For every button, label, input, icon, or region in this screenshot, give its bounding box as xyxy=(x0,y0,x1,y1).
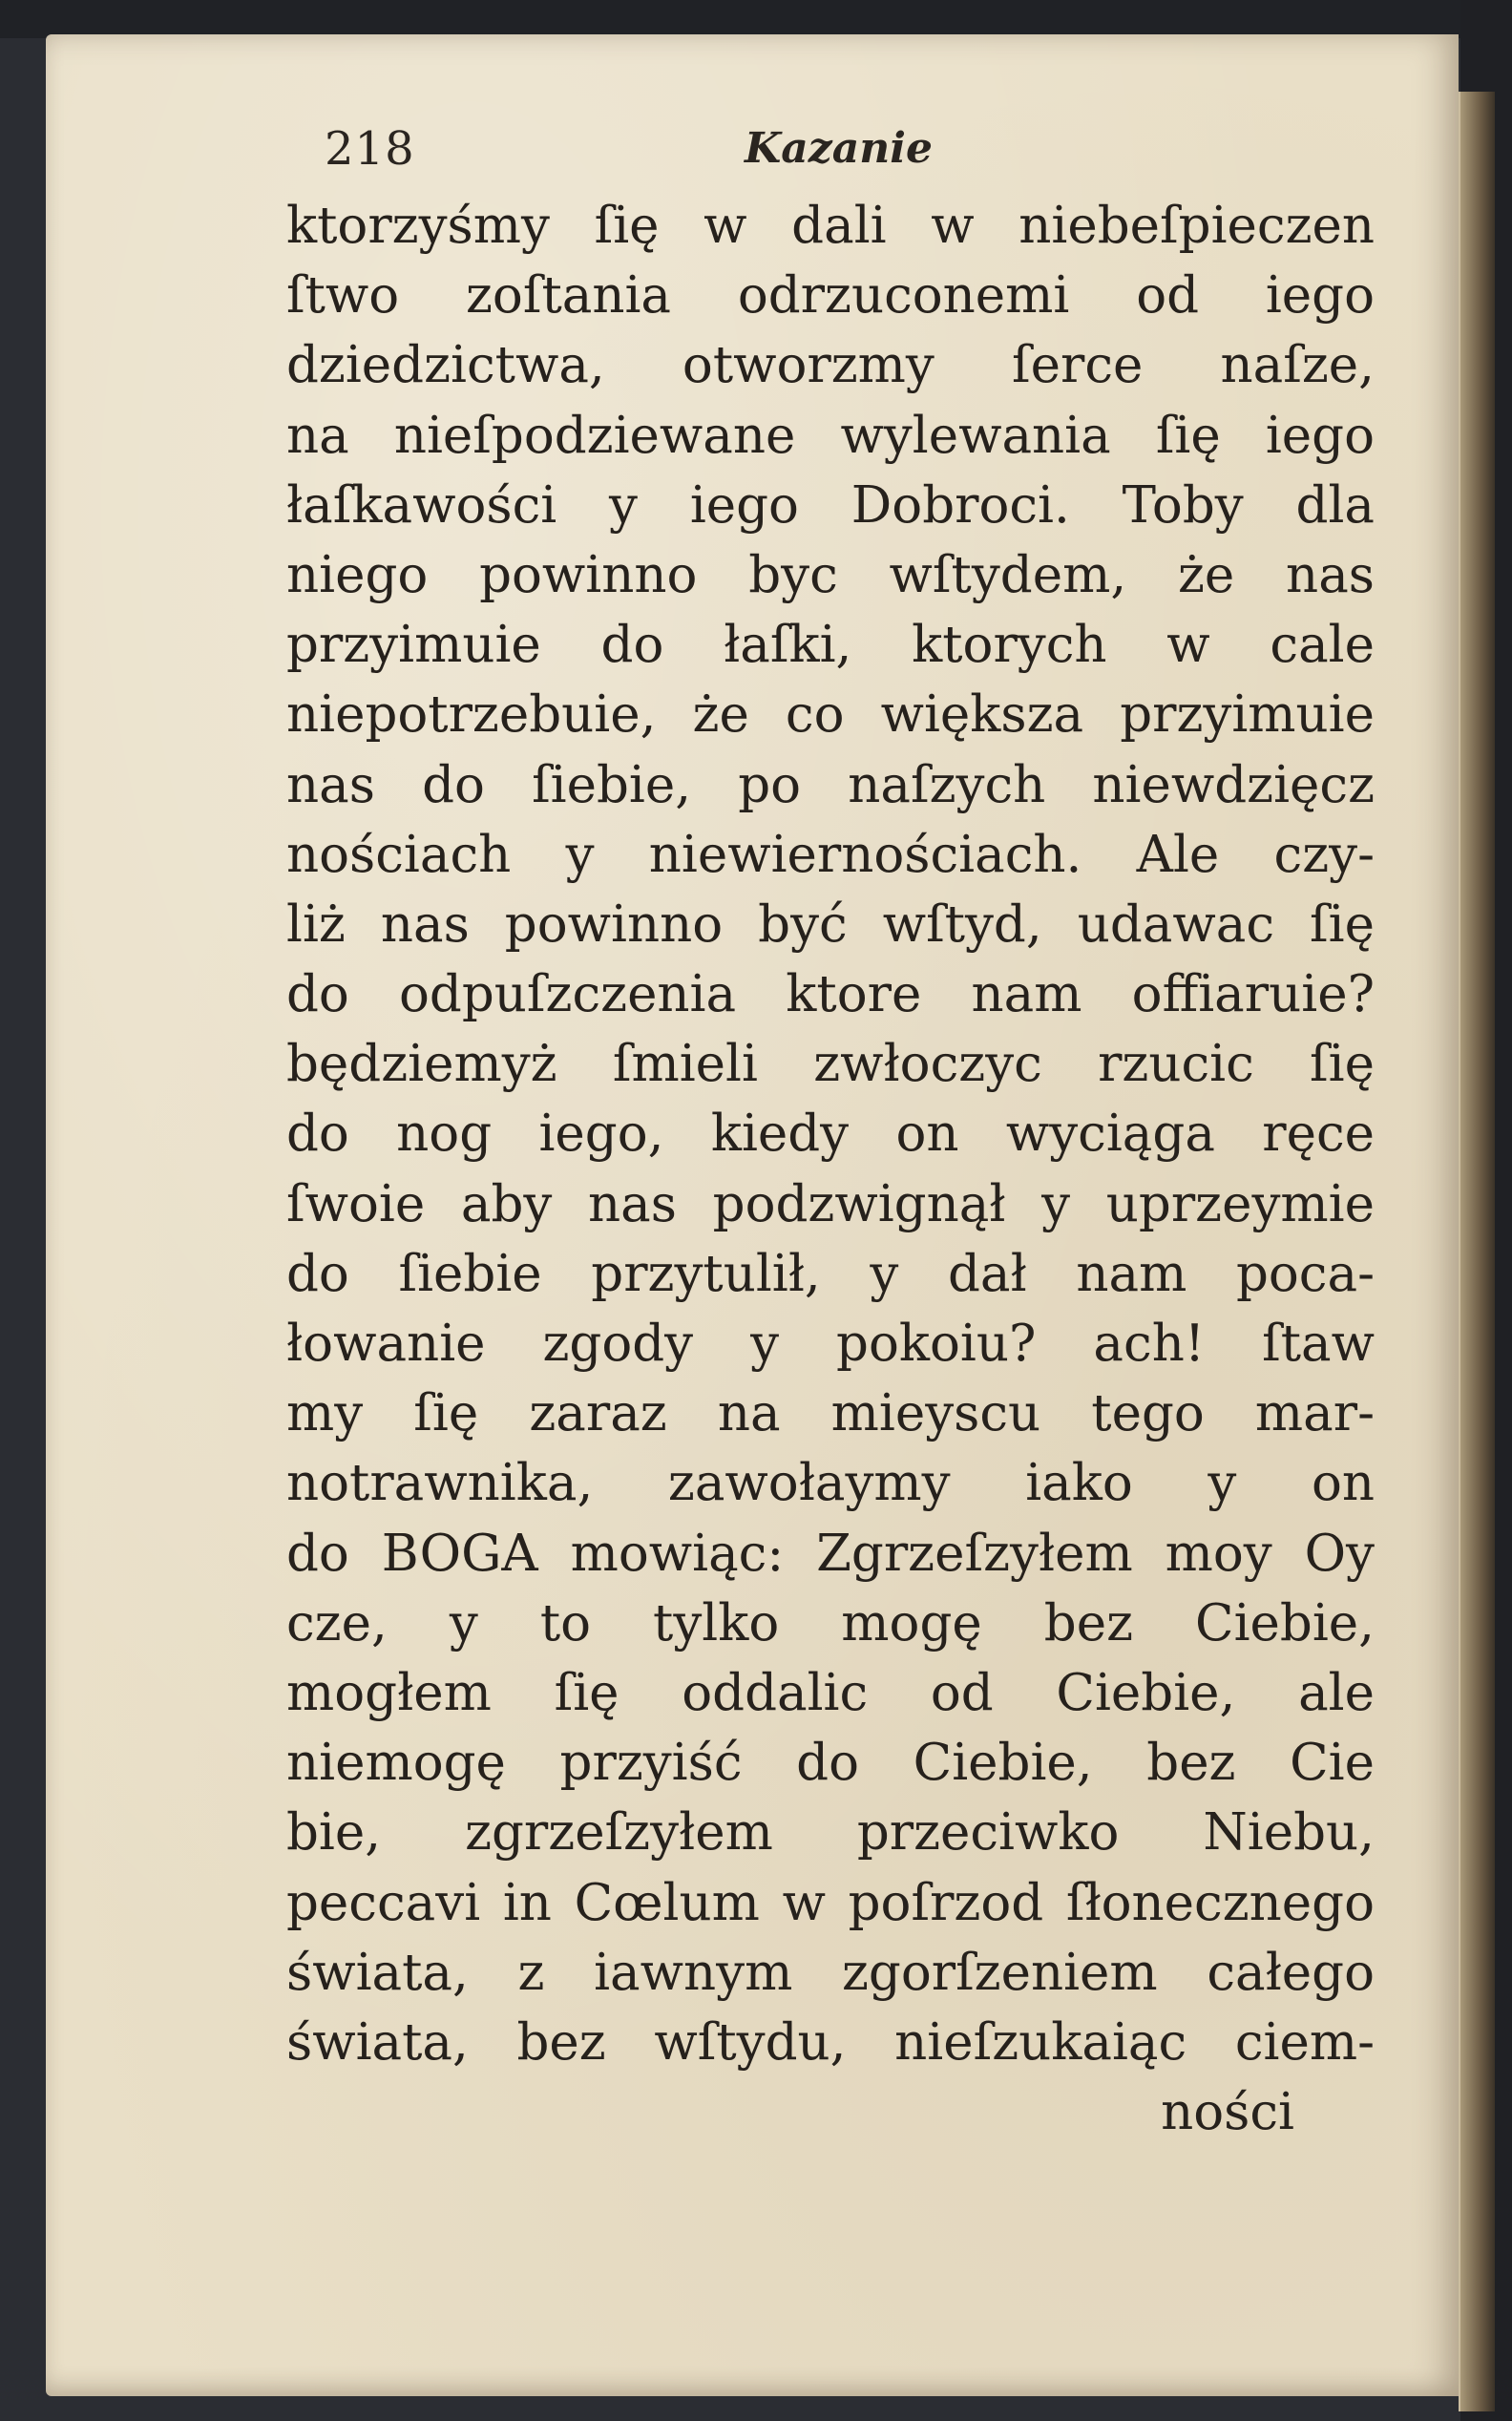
text-line: my ſię zaraz na mieyscu tego mar- xyxy=(286,1384,1375,1443)
scan-background-top xyxy=(0,0,1512,38)
text-line: niego powinno byc wſtydem, że nas xyxy=(286,545,1375,604)
text-line: nas do ſiebie, po naſzych niewdzięcz xyxy=(286,755,1375,814)
running-head: Kazanie xyxy=(745,124,933,173)
text-line: bie, zgrzeſzyłem przeciwko Niebu, xyxy=(286,1803,1375,1863)
text-line: będziemyż ſmieli zwłoczyc rzucic ſię xyxy=(286,1035,1375,1094)
text-line: świata, bez wſtydu, nieſzukaiąc ciem- xyxy=(286,2012,1375,2072)
text-line: przyimuie do łaſki, ktorych w cale xyxy=(286,616,1375,675)
text-line: łowanie zgody y pokoiu? ach! ſtaw xyxy=(286,1315,1375,1373)
text-line: liż nas powinno być wſtyd, udawac ſię xyxy=(286,895,1375,954)
text-line: do nog iego, kiedy on wyciąga ręce xyxy=(286,1105,1375,1164)
text-line: do ſiebie przytulił, y dał nam poca- xyxy=(286,1244,1375,1303)
text-line: cze, y to tylko mogę bez Ciebie, xyxy=(286,1593,1375,1653)
text-line: do odpuſzczenia ktore nam offiaruie? xyxy=(286,965,1375,1024)
text-line: dziedzictwa, otworzmy ſerce naſze, xyxy=(286,336,1375,395)
text-line: nościach y niewiernościach. Ale czy- xyxy=(286,825,1375,884)
text-line: świata, z iawnym zgorſzeniem całego xyxy=(286,1943,1375,2002)
text-line: ſwoie aby nas podzwignął y uprzeymie xyxy=(286,1174,1375,1233)
text-line: notrawnika, zawołaymy iako y on xyxy=(286,1454,1375,1513)
catchword: ności xyxy=(1161,2083,1294,2142)
text-line: niepotrzebuie, że co większa przyimuie xyxy=(286,685,1375,745)
text-line: ktorzyśmy ſię w dali w niebeſpieczen xyxy=(286,197,1375,255)
text-line: łaſkawości y iego Dobroci. Toby dla xyxy=(286,475,1375,535)
text-line: ſtwo zoſtania odrzuconemi od iego xyxy=(286,266,1375,326)
text-line: na nieſpodziewane wylewania ſię iego xyxy=(286,406,1375,465)
page-edge xyxy=(1459,92,1495,2411)
text-line: do BOGA mowiąc: Zgrzeſzyłem moy Oy xyxy=(286,1524,1375,1583)
text-line: mogłem ſię oddalic od Ciebie, ale xyxy=(286,1663,1375,1722)
page-number: 218 xyxy=(325,122,415,176)
page-header xyxy=(325,122,1107,179)
text-line: niemogę przyiść do Ciebie, bez Cie xyxy=(286,1734,1375,1793)
page-text xyxy=(286,191,1375,2147)
text-line: peccavi in Cœlum w poſrzod ſłonecznego xyxy=(286,1873,1375,1932)
